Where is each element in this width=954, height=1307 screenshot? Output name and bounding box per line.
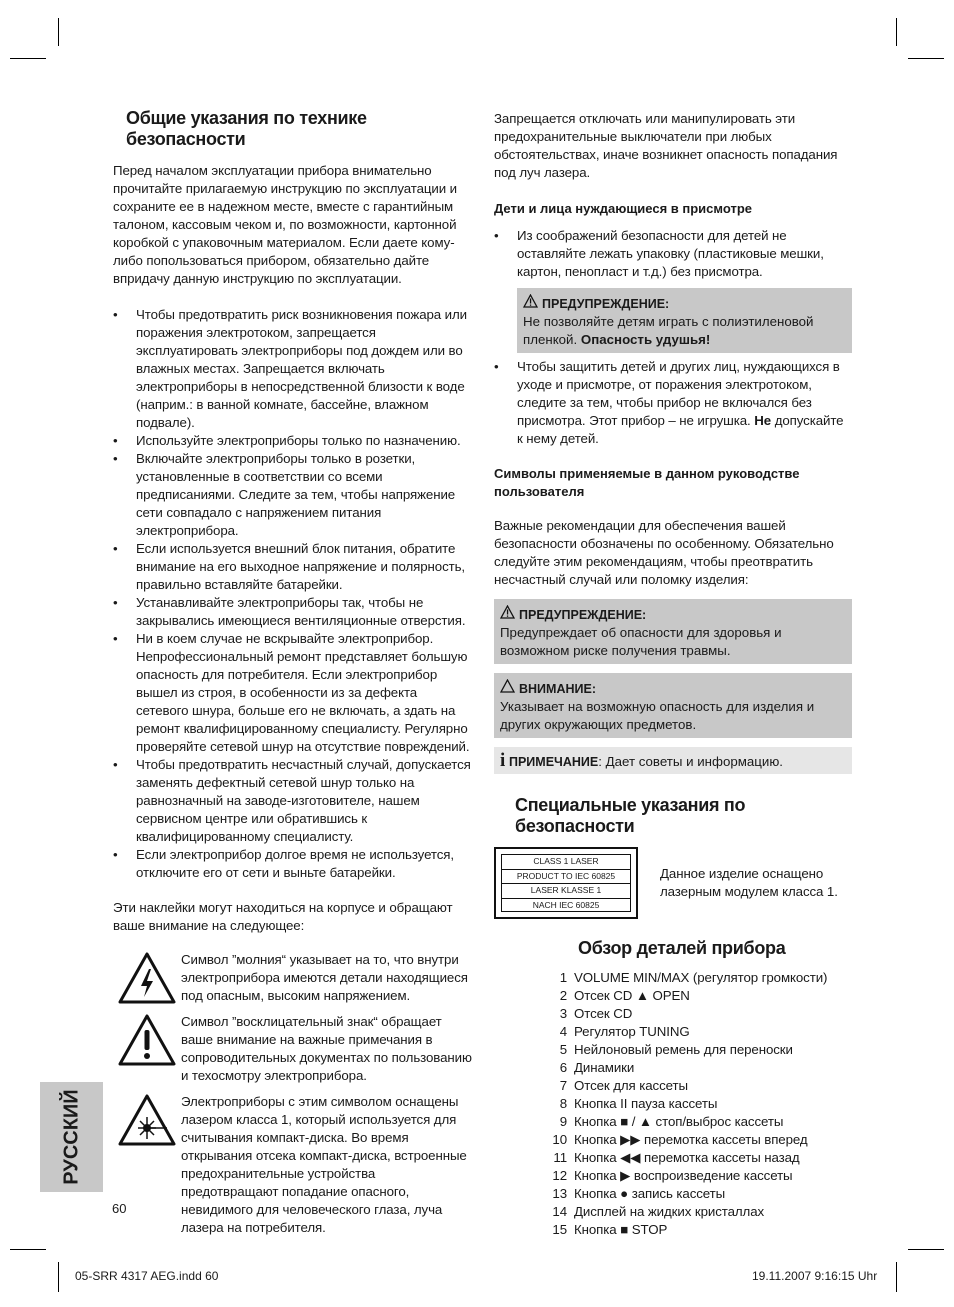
exclamation-warning-icon (113, 1013, 181, 1067)
laser-class-label: CLASS 1 LASER PRODUCT TO IEC 60825 LASER KLASSE 1 NACH IEC 60825 (494, 847, 638, 919)
language-tab (40, 1082, 103, 1192)
warning-bold-text: Опасность удушья! (580, 332, 711, 347)
right-column (494, 110, 852, 1239)
list-item: 6 Динамики (559, 1060, 635, 1075)
note-title: ПРИМЕЧАНИЕ (508, 755, 599, 769)
list-item: • Ни в коем случае не вскрывайте электроприбор. Непрофессиональный ремонт представляет большую опасность для потребителя. Если электроприбор вышел из строя, в особенности из за дефекта сетевого шнура, больше его не включать, а здать на ремонт квалифицированному специалисту. Регулярно проверяйте сетевой шнур на отсутствие повреждений. (113, 630, 473, 756)
lightning-warning-icon (113, 951, 181, 1005)
list-item: 4 Регулятор TUNING (559, 1024, 690, 1039)
crop-mark (896, 18, 897, 46)
list-item: 3 Отсек CD (559, 1006, 633, 1021)
crop-mark (10, 1249, 46, 1250)
list-item: 14 Дисплей на жидких кристаллах (552, 1204, 765, 1219)
list-item: 9 Кнопка ■ / ▲ стоп/выброс кассеты (559, 1114, 784, 1129)
list-item: • Включайте электроприборы только в розетки, установленные в соответствии со всеми предписаниями. Следите за тем, чтобы напряжение сети совпадало с напряжением питания электроприбора. (113, 450, 473, 540)
list-item: 11 Кнопка ◀◀ перемотка кассеты назад (553, 1150, 800, 1165)
symbol-text: Электроприборы с этим символом оснащены лазером класса 1, который используется для считывания компакт-диска. Во время открывания отсека компакт-диска, встроенные предохранительные устройства предотвращают попадание опасного, невидимого для человеческого глаза, луча лазера на потребителя. (181, 1094, 467, 1235)
caution-triangle-icon (500, 679, 515, 698)
list-item: 1 VOLUME MIN/MAX (регулятор громкости) (559, 970, 828, 985)
warning-box-suffocation (517, 288, 852, 353)
note-box (494, 747, 852, 774)
symbols-heading: Символы применяемые в данном руководстве пользователя (494, 466, 800, 499)
children-bullets (494, 227, 852, 281)
symbol-row-exclamation (113, 1013, 473, 1085)
crop-mark (908, 58, 944, 59)
warning-triangle-icon (523, 294, 538, 313)
caution-title: ВНИМАНИЕ: (519, 681, 596, 696)
page-number: 60 (112, 1201, 127, 1216)
list-item: • Чтобы предотвратить несчастный случай, допускается заменять дефектный сетевой шнур только на равнозначный на заводе-изготовителе, нашем сервисном центре или обратившись к квалифицированному специалисту. (113, 756, 473, 846)
list-item: 13 Кнопка ● запись кассеты (552, 1186, 726, 1201)
symbol-row-lightning (113, 951, 473, 1005)
list-item: • Устанавливайте электроприборы так, чтобы не закрывались имеющиеся вентиляционные отверстия. (113, 594, 473, 630)
parts-list (494, 969, 852, 1239)
caution-box (494, 673, 852, 738)
crop-mark (908, 1249, 944, 1250)
laser-description: Данное изделие оснащено лазерным модулем класса 1. (660, 866, 838, 899)
intro-paragraph: Перед началом эксплуатации прибора внимательно прочитайте прилагаемую инструкцию по эксплуатации и сохраните ее в надежном месте, вместе с гарантийным талоном, кассовым чеком и, по возможности, картонной коробкой с упаковочным материалом. Если даете кому-либо попользоваться прибором, обязательно дайте впридачу данную инструкцию по эксплуатации. (113, 163, 457, 286)
warning-text: Предупреждает об опасности для здоровья и возможном риске получения травмы. (500, 625, 782, 658)
list-item: 10 Кнопка ▶▶ перемотка кассеты вперед (552, 1132, 808, 1147)
laser-paragraph: Запрещается отключать или манипулировать эти предохранительные выключатели при любых обстоятельствах, иначе возникнет опасность попадания под луч лазера. (494, 111, 838, 180)
language-label: РУССКИЙ (60, 1089, 82, 1185)
safety-bullets (113, 306, 473, 882)
crop-mark (10, 58, 46, 59)
caution-text: Указывает на возможную опасность для изделия и других окружающих предметов. (500, 699, 815, 732)
list-item: • Из соображений безопасности для детей не оставляйте лежать упаковку (пластиковые мешки, картон, пенопласт и т.д.) без присмотра. (494, 227, 852, 281)
symbol-text: Символ ”восклицательный знак“ обращает ваше внимание на важные примечания в сопроводительных документах по пользованию и техосмотру электроприбора. (181, 1014, 472, 1083)
warning-title: ПРЕДУПРЕЖДЕНИЕ: (519, 607, 647, 622)
list-item: • Используйте электроприборы только по назначению. (113, 432, 473, 450)
warning-title: ПРЕДУПРЕЖДЕНИЕ: (542, 296, 670, 311)
stickers-intro: Эти наклейки могут находиться на корпусе и обращают ваше внимание на следующее: (113, 900, 453, 933)
special-heading: Специальные указания по безопасности (515, 795, 746, 836)
footer-timestamp: 19.11.2007 9:16:15 Uhr (752, 1269, 878, 1283)
list-item: 12 Кнопка ▶ воспроизведение кассеты (552, 1168, 793, 1183)
warning-box-health (494, 599, 852, 664)
symbol-row-laser (113, 1093, 473, 1237)
crop-mark (58, 18, 59, 46)
left-column (113, 108, 473, 1237)
crop-mark (58, 1262, 59, 1292)
list-item: • Если электроприбор долгое время не используется, отключите его от сети и выньте батарейки. (113, 846, 473, 882)
laser-warning-icon (113, 1093, 181, 1147)
symbol-text: Символ ”молния“ указывает на то, что внутри электроприбора имеются детали находящиеся под опасным, высоким напряжением. (181, 952, 468, 1003)
warning-triangle-icon (500, 605, 515, 624)
info-icon: i (500, 750, 506, 771)
children-heading: Дети и лица нуждающиеся в присмотре (494, 201, 753, 216)
list-item: 7 Отсек для кассеты (559, 1078, 688, 1093)
list-item: 2 Отсек CD ▲ OPEN (559, 988, 690, 1003)
crop-mark (896, 1262, 897, 1292)
symbols-intro: Важные рекомендации для обеспечения вашей безопасности обозначены по особенному. Обязательно следуйте этим рекомендациям, чтобы преотвратить несчастный случай или поломку изделия: (494, 518, 834, 587)
list-item: 8 Кнопка II пауза кассеты (559, 1096, 718, 1111)
note-text: : Дает советы и информацию. (598, 754, 784, 769)
list-item: 15 Кнопка ■ STOP (552, 1222, 668, 1237)
list-item: • Чтобы защитить детей и других лиц, нуждающихся в уходе и присмотре, от поражения электротоком, следите за тем, чтобы прибор не включался без присмотра. Этот прибор – не игрушка. Не допускайте к нему детей. (494, 358, 852, 448)
list-item: • Если используется внешний блок питания, обратите внимание на его выходное напряжение и полярность, правильно вставляйте батарейки. (113, 540, 473, 594)
list-item: 5 Нейлоновый ремень для переноски (559, 1042, 793, 1057)
footer-file-info: 05-SRR 4317 AEG.indd 60 (75, 1269, 219, 1283)
overview-heading: Обзор деталей прибора (578, 938, 786, 958)
warning-text: Не позволяйте детям играть с полиэтиленовой пленкой. (523, 314, 814, 347)
safety-heading: Общие указания по технике безопасности (126, 108, 367, 149)
list-item: • Чтобы предотвратить риск возникновения пожара или поражения электротоком, запрещается эксплуатировать электроприборы под дождем или во влажных местах. Запрещается включать электроприборы в непосредственной близости к воде (наприм.: в ванной комнате, бассейне, влажном подвале). (113, 306, 473, 432)
